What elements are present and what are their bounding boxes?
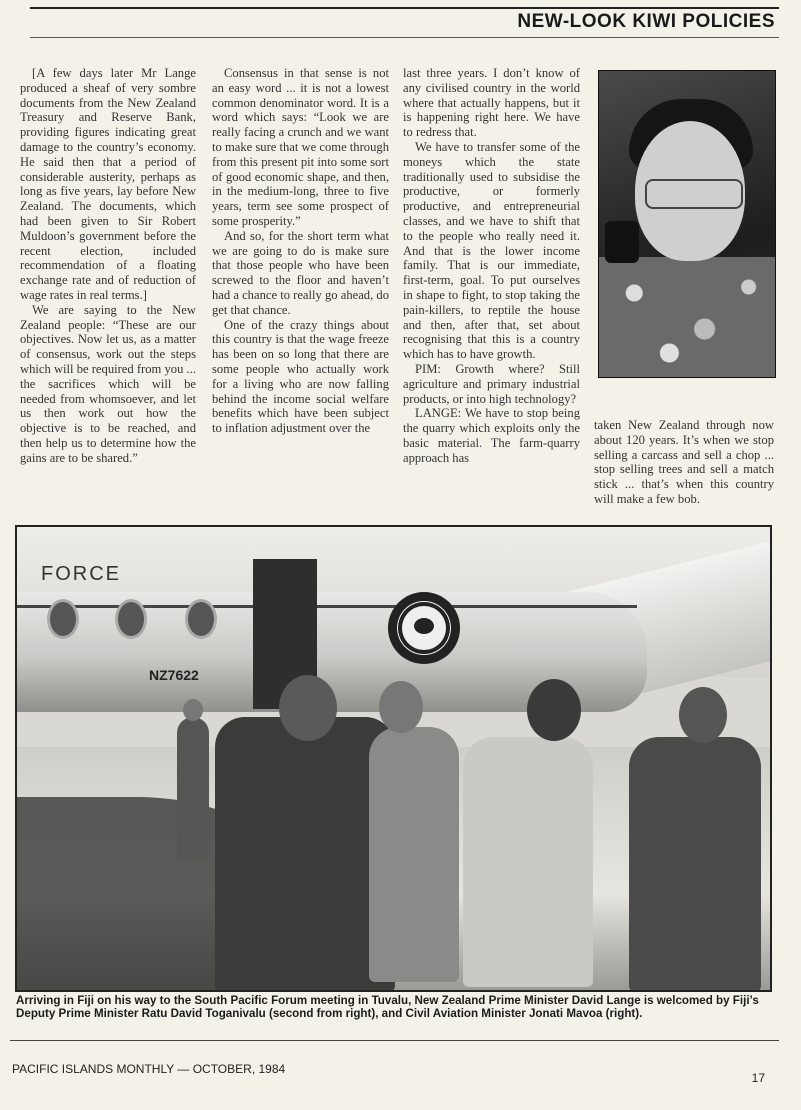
paragraph: LANGE: We have to stop being the quarry which exploits only the basic material. The farm-quarry approach has [403,406,580,465]
article-column-2 [212,66,389,436]
publication-footer: PACIFIC ISLANDS MONTHLY — OCTOBER, 1984 [12,1062,286,1076]
paragraph: [A few days later Mr Lange produced a sheaf of very sombre documents from the New Zealand Treasury and Reserve Bank, providing figures indicating great damage to the country’s economy. He said then that a period of considerable austerity, perhaps as long as five years, lay before New Zealand. The documents, which had been given to Sir Robert Muldoon’s government before the recent election, included recommendation of a floating exchange rate and of reduction of wage rates in real terms.] [20,66,196,302]
paragraph: And so, for the short term what we are going to do is make sure that those people who have been screwed to the floor and haven’t had a chance to really go ahead, do get that chance. [212,228,389,317]
footer-rule [10,1040,779,1041]
aircraft-registration: NZ7622 [149,667,199,683]
paragraph: We have to transfer some of the moneys which the state traditionally used to subsidise the productive, or formerly productive, and entrepreneurial classes, and we have to shift that to the people who really need it. And that is the lower income family. That is our immediate, first-term, goal. To put ourselves in shape to fight, to stop taking the pain-killers, to reptile the house and then, after that, set about recognising that this is a country which has to have growth. [403,139,580,362]
arrival-photo [15,525,772,992]
article-column-1 [20,66,196,466]
article-column-3 [403,66,580,466]
paragraph: One of the crazy things about this country is that the wage freeze has been on so long that there are some people who actually work for a living who are now falling behind the income social welfare benefits which have been subject to inflation adjustment over the [212,317,389,436]
paragraph: PIM: Growth where? Still agriculture and primary industrial products, or into high technology? [403,361,580,406]
paragraph: Consensus in that sense is not an easy word ... it is not a lowest common denominator word. It is a word which says: “Look we are really facing a crunch and we want to make sure that we come through from this present pit into some sort of good economic shape, and then, in the medium-long, three to five years, term see some prospect of some prosperity.” [212,66,389,228]
paragraph: taken New Zealand through now about 120 years. It’s when we stop selling a carcass and sell a chop ... stop selling trees and sell a match stick ... that’s when this country will make a few bob. [594,418,774,506]
paragraph: We are saying to the New Zealand people: “These are our objectives. Now let us, as a matter of consensus, work out the steps which will be required from you ... the sacrifices which will be needed from whomsoever, and let us then work out how the objective is to be reached, and then help us to determine how the gains are to be shared.” [20,302,196,465]
header-underline [30,37,779,38]
portrait-photo [598,70,776,378]
page-section-title: NEW-LOOK KIWI POLICIES [517,11,775,32]
page-number: 17 [751,1071,765,1085]
photo-caption: Arriving in Fiji on his way to the South Pacific Forum meeting in Tuvalu, New Zealand Prime Minister David Lange is welcomed by Fiji’s Deputy Prime Minister Ratu David Toganivalu (second from right), and Civil Aviation Minister Jonati Mavoa (right). [16,994,759,1020]
aircraft-lettering: FORCE [41,563,121,585]
article-column-4 [594,418,774,507]
microphone-icon [605,221,639,263]
header-rule [30,7,779,9]
paragraph: last three years. I don’t know of any civilised country in the world where that actually happens, but it is happening right here. We have to redress that. [403,66,580,140]
